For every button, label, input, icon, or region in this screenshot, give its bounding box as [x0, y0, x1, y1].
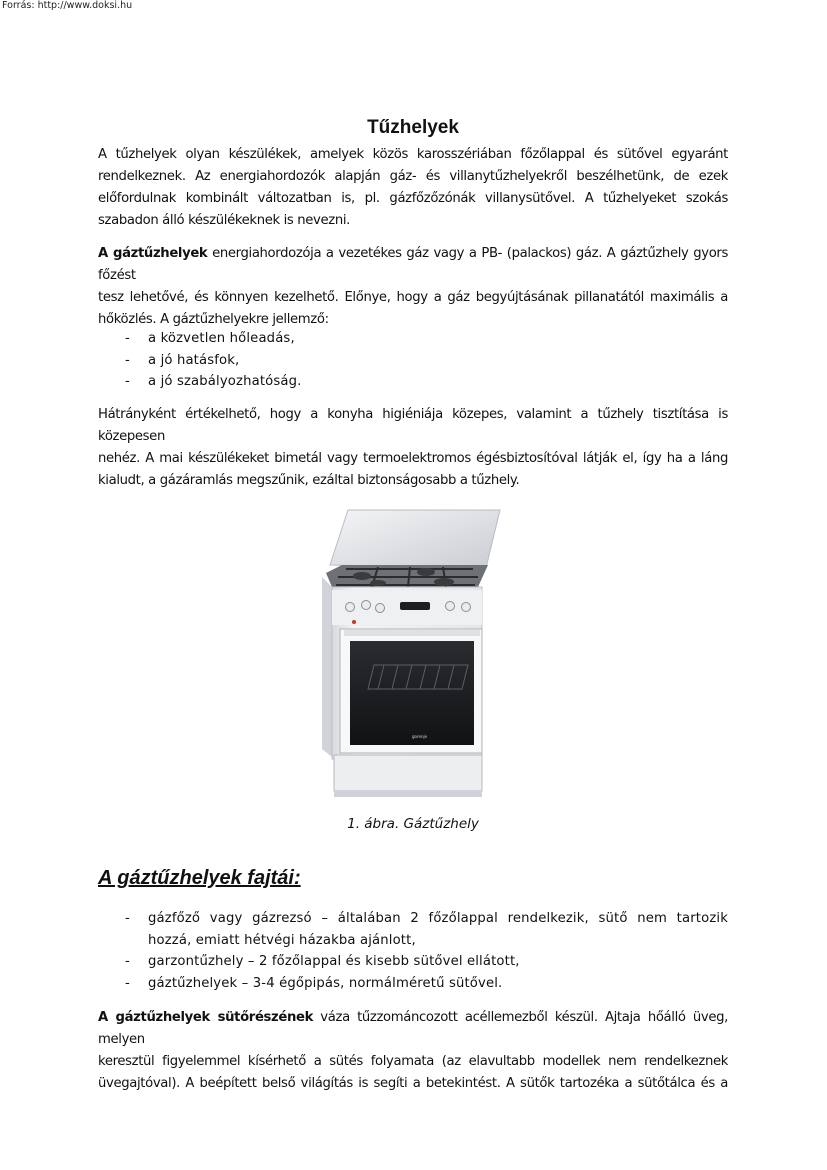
list-item: - gázfőző vagy gázrezsó – általában 2 főzőlappal rendelkezik, sütő nem tartozik — [125, 908, 728, 930]
oven-line: üvegajtóval). A beépített belső világítás is segíti a betekintést. A sütők tartozéka a sütőtálca és a — [98, 1076, 728, 1091]
gas-line: tesz lehetővé, és könnyen kezelhető. Előnye, hogy a gáz begyújtásának pillanatától maximális a — [98, 290, 728, 305]
oven-bold-term: A gáztűzhelyek sütőrészének — [98, 1010, 314, 1025]
disadvantage-line: Hátrányként értékelhető, hogy a konyha higiéniája közepes, valamint a tűzhely tisztítása is közepesen — [98, 407, 728, 444]
gas-line — [98, 243, 728, 287]
figure-caption: 1. ábra. Gáztűzhely — [347, 816, 479, 832]
gas-bold-term: A gáztűzhelyek — [98, 246, 208, 261]
list-dash: - — [125, 975, 130, 991]
list-item: - a jó hatásfok, — [125, 350, 728, 372]
brand-logo: gorenje — [412, 734, 428, 739]
types-heading: A gáztűzhelyek fajtái: — [98, 867, 301, 889]
disadvantage-line: kialudt, a gázáramlás megszűnik, ezáltal biztonságosabb a tűzhely. — [98, 473, 520, 488]
intro-paragraph — [98, 144, 728, 232]
types-list — [125, 908, 728, 994]
disadvantage-paragraph — [98, 404, 728, 492]
oven-line1-rest: váza tűzzománcozott acéllemezből készül. Ajtaja hőálló üveg, melyen — [98, 1010, 729, 1047]
features-list — [125, 328, 728, 393]
intro-line: rendelkeznek. Az energiahordozók alapján gáz- és villanytűzhelyekről beszélhetünk, de ezek — [98, 169, 728, 184]
list-item-continuation: hozzá, emiatt hétvégi házakba ajánlott, — [148, 932, 416, 948]
oven-line — [98, 1007, 728, 1051]
gas-line: hőközlés. A gáztűzhelyekre jellemző: — [98, 312, 329, 327]
storage-drawer — [334, 755, 482, 791]
oven-handle — [344, 630, 480, 636]
stove-side — [322, 577, 332, 757]
list-dash: - — [125, 954, 130, 969]
list-dash: - — [125, 331, 130, 346]
source-line: Forrás: http://www.doksi.hu — [2, 0, 133, 11]
list-item: - garzontűzhely – 2 főzőlappal és kisebb sütővel ellátott, — [125, 951, 728, 973]
list-item: - a jó szabályozhatóság. — [125, 371, 728, 393]
disadvantage-line: nehéz. A mai készülékeket bimetál vagy termoelektromos égésbiztosítóval látják el, így ha a láng — [98, 451, 728, 466]
stove-base — [334, 791, 482, 797]
page-title: Tűzhelyek — [367, 117, 459, 138]
list-item: - a közvetlen hőleadás, — [125, 328, 728, 350]
intro-line: előfordulnak kombinált változatban is, pl. gázfőzőzónák villanysütővel. A tűzhelyeket szokás — [98, 191, 728, 206]
stove-lid — [330, 510, 500, 568]
indicator-light — [352, 620, 356, 624]
intro-line: A tűzhelyek olyan készülékek, amelyek közös karosszériában főzőlappal és sütővel egyaránt — [98, 147, 728, 162]
gas-stove-image — [318, 505, 508, 805]
oven-line: keresztül figyelemmel kísérhető a sütés folyamata (az elavultabb modellek nem rendelkeznek — [98, 1054, 728, 1069]
list-dash: - — [125, 374, 130, 389]
gas-paragraph — [98, 243, 728, 331]
list-dash: - — [125, 911, 130, 926]
oven-paragraph — [98, 1007, 728, 1095]
list-dash: - — [125, 352, 130, 368]
oven-window — [350, 641, 474, 745]
gas-line1-rest: energiahordozója a vezetékes gáz vagy a PB- (palackos) gáz. A gáztűzhely gyors főzést — [98, 246, 729, 283]
intro-line: szabadon álló készülékeknek is nevezni. — [98, 213, 351, 228]
timer-display — [400, 602, 430, 610]
list-item: - gáztűzhelyek – 3-4 égőpipás, normálméretű sütővel. — [125, 973, 728, 995]
